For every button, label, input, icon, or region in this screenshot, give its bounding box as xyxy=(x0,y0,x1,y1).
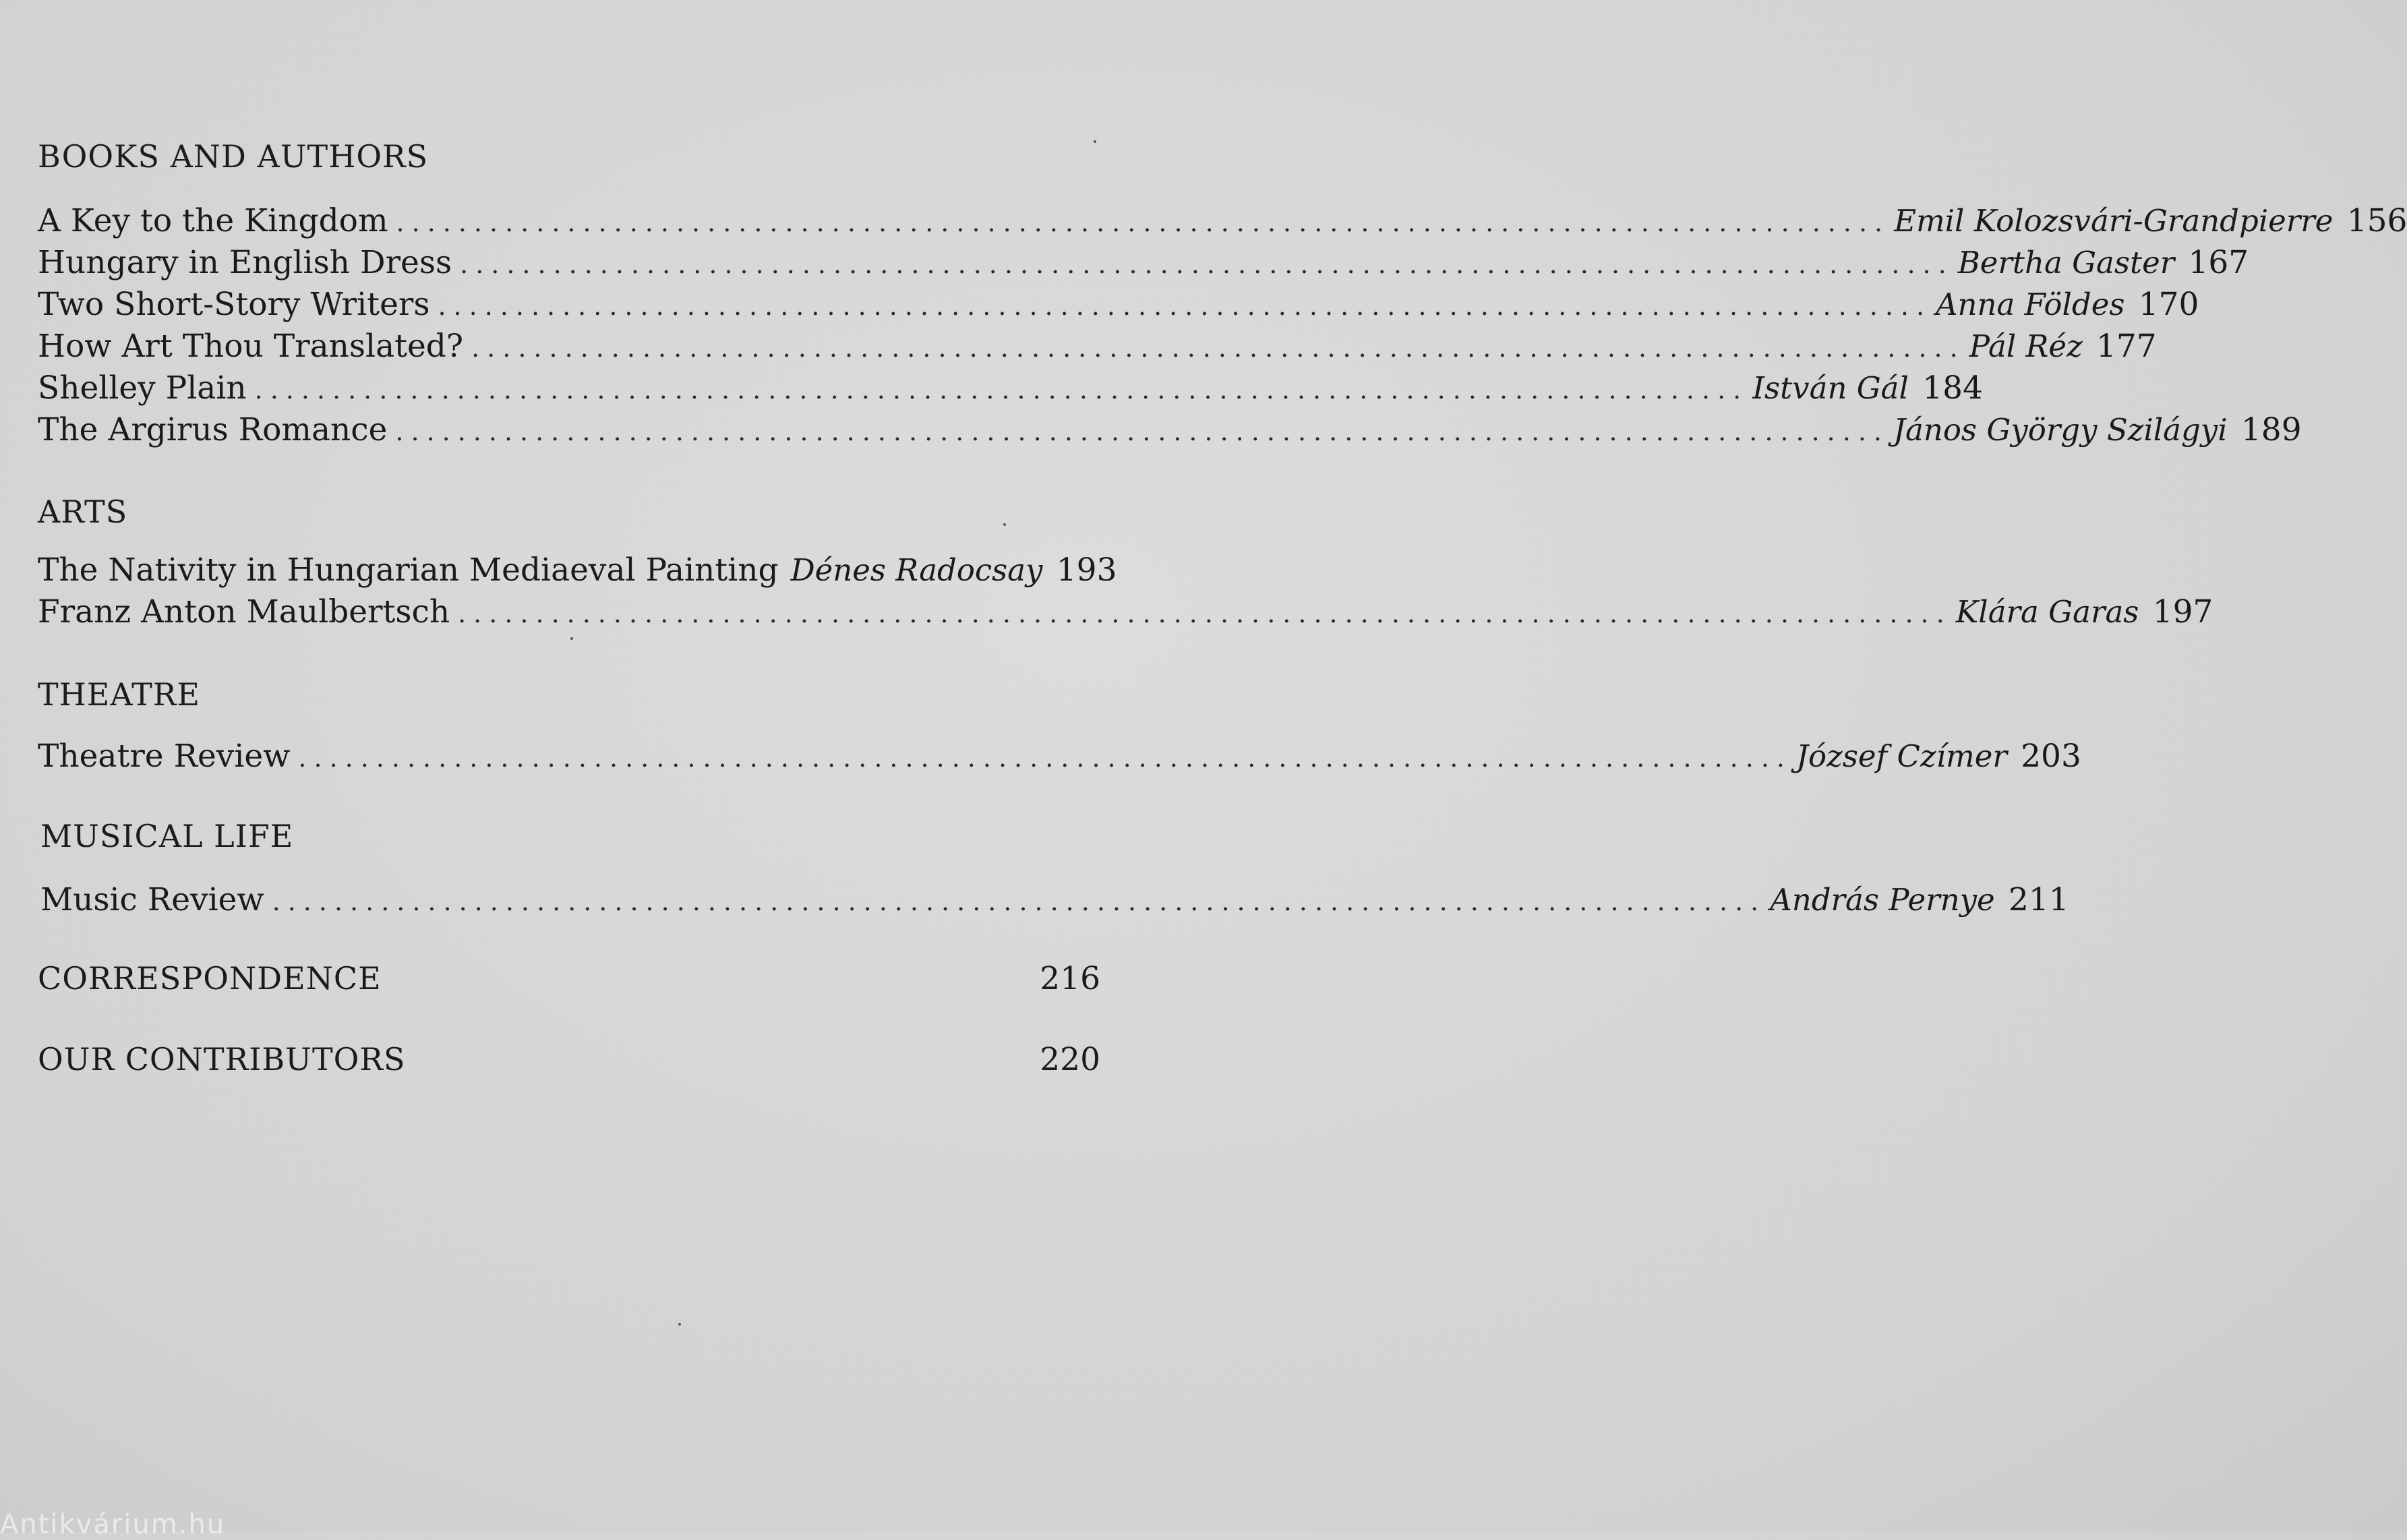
entry-page-number: 216 xyxy=(1040,960,1100,997)
leader-dots: ................................................................................................ xyxy=(272,887,1766,916)
leader-dots: ................................................................................................ xyxy=(460,249,1954,279)
toc-entry-our-contributors[interactable] xyxy=(38,1041,1100,1086)
toc-entry[interactable] xyxy=(38,411,2302,453)
entry-page-number: 203 xyxy=(2021,738,2081,775)
entry-page-number: 193 xyxy=(1056,552,1117,589)
paper-speck xyxy=(678,1323,681,1326)
entry-author: Pál Réz xyxy=(1969,328,2083,364)
toc-entry[interactable] xyxy=(38,552,1117,593)
entry-page-number: 211 xyxy=(2008,881,2069,918)
entry-author: Klára Garas xyxy=(1955,594,2139,630)
section-heading-musical-life: MUSICAL LIFE xyxy=(40,818,294,854)
entry-author: János György Szilágyi xyxy=(1893,412,2228,448)
toc-entry[interactable] xyxy=(38,244,2249,286)
entry-page-number: 170 xyxy=(2138,286,2199,323)
entry-title: The Nativity in Hungarian Mediaeval Painting xyxy=(38,552,779,589)
section-heading-theatre: THEATRE xyxy=(38,676,200,713)
section-heading-arts: ARTS xyxy=(38,494,128,530)
leader-dots: ................................................................................................ xyxy=(471,333,1965,363)
entry-title: Shelley Plain xyxy=(38,369,247,407)
watermark: Antikvárium.hu xyxy=(0,1509,226,1540)
toc-entry[interactable] xyxy=(38,328,2157,369)
entry-title: Hungary in English Dress xyxy=(38,244,452,281)
toc-entry-correspondence[interactable] xyxy=(38,960,1100,1005)
entry-author: András Pernye xyxy=(1770,882,1995,918)
entry-title: How Art Thou Translated? xyxy=(38,328,464,365)
entry-page-number: 189 xyxy=(2240,411,2302,448)
entry-author: Bertha Gaster xyxy=(1957,245,2175,280)
entry-page-number: 184 xyxy=(1922,369,1983,407)
leader-dots: ................................................................................................ xyxy=(438,291,1932,321)
paper-speck xyxy=(1003,523,1006,526)
leader-dots: ................................................................................................ xyxy=(298,743,1792,773)
entry-page-number: 220 xyxy=(1040,1041,1100,1078)
entry-title: Two Short-Story Writers xyxy=(38,286,430,323)
section-heading-correspondence: CORRESPONDENCE xyxy=(38,960,382,997)
section-heading-our-contributors: OUR CONTRIBUTORS xyxy=(38,1041,406,1077)
entry-title: Theatre Review xyxy=(38,738,291,775)
leader-dots: ................................................................................................ xyxy=(254,375,1749,405)
toc-entry[interactable] xyxy=(40,881,2069,923)
toc-entry[interactable] xyxy=(38,286,2199,328)
entry-title: A Key to the Kingdom xyxy=(38,202,388,239)
paper-speck xyxy=(570,637,573,640)
entry-page-number: 177 xyxy=(2096,328,2157,365)
entry-author: Emil Kolozsvári-Grandpierre xyxy=(1894,203,2334,239)
entry-title: Music Review xyxy=(40,881,264,918)
entry-author: Anna Földes xyxy=(1936,287,2125,322)
toc-entry[interactable] xyxy=(38,738,2081,779)
entry-author: József Czímer xyxy=(1796,738,2007,774)
leader-dots: ................................................................................................ xyxy=(395,417,1889,446)
entry-title: Franz Anton Maulbertsch xyxy=(38,593,450,630)
entry-title: The Argirus Romance xyxy=(38,411,388,448)
leader-dots: ................................................................................................ xyxy=(458,599,1952,628)
toc-entry[interactable] xyxy=(38,202,2407,244)
section-heading-books-and-authors: BOOKS AND AUTHORS xyxy=(38,138,429,175)
toc-entry[interactable] xyxy=(38,593,2213,635)
entry-page-number: 167 xyxy=(2188,244,2249,281)
toc-entry[interactable] xyxy=(38,369,1983,411)
entry-author: Dénes Radocsay xyxy=(790,552,1043,588)
entry-page-number: 197 xyxy=(2152,593,2213,630)
leader-dots: ................................................................................................ xyxy=(396,208,1891,237)
entry-author: István Gál xyxy=(1752,370,1909,406)
paper-speck xyxy=(1094,140,1096,143)
entry-page-number: 156 xyxy=(2346,202,2407,239)
